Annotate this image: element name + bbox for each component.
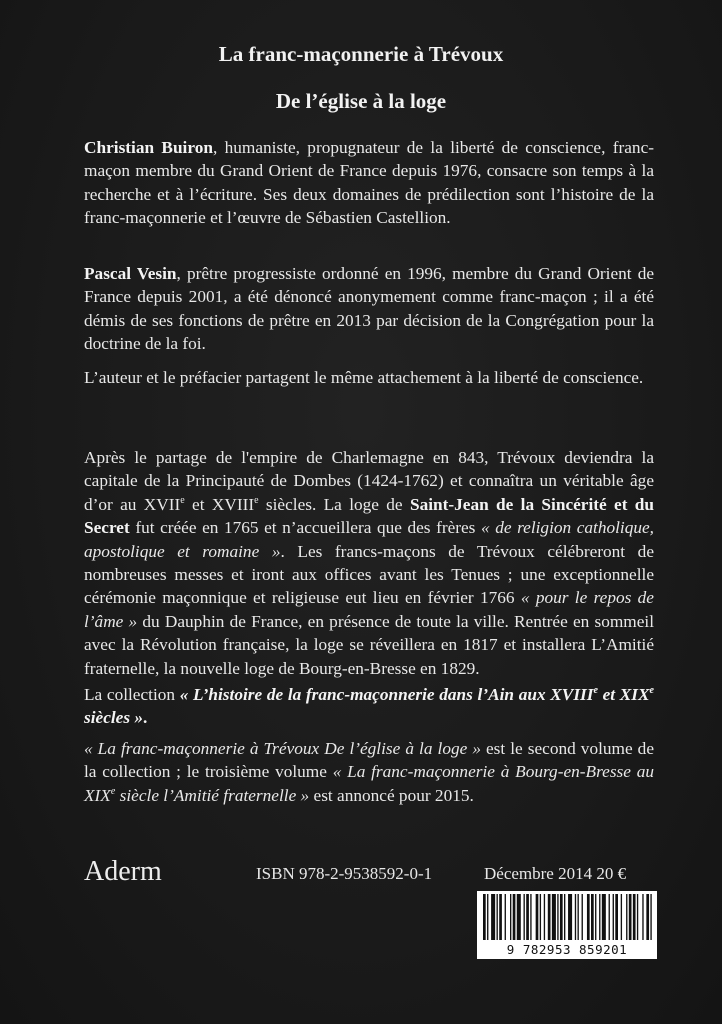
barcode-bar — [499, 894, 502, 940]
volume-title-current: « La franc-maçonnerie à Trévoux De l’église à la loge » — [84, 739, 481, 758]
collection-text-a: La collection — [84, 685, 180, 704]
barcode-bar — [560, 894, 563, 940]
superscript: e — [110, 786, 116, 798]
barcode-bar — [536, 894, 539, 940]
history-text-d: fut créée en 1765 et n’accueillera que des frères — [129, 518, 481, 538]
barcode-bar — [637, 894, 638, 940]
quote-repos: « pour le repos de l’âme » — [84, 588, 654, 631]
collection-period: . — [143, 708, 148, 728]
barcode-bars — [477, 891, 657, 943]
barcode-bar — [633, 894, 636, 940]
barcode-bar — [613, 894, 614, 940]
date-price: Décembre 2014 20 € — [484, 864, 627, 883]
barcode-bar — [497, 894, 498, 940]
superscript: e — [254, 495, 259, 507]
collection-title-c: siècles » — [84, 708, 144, 728]
superscript: e — [593, 685, 598, 697]
volume-title-next-a: « La franc-maçonnerie à Bourg-en-Bresse au XIX — [84, 762, 655, 805]
barcode-bar — [505, 894, 506, 940]
barcode-bar — [540, 894, 541, 940]
barcode-bar — [568, 894, 572, 940]
history-text-c: siècles. La loge de — [258, 494, 410, 514]
lodge-name: Saint-Jean de la Sincérité et du Secret — [84, 494, 655, 538]
isbn: ISBN 978-2-9538592-0-1 — [256, 864, 433, 883]
barcode-bar — [578, 894, 579, 940]
publisher-name: Aderm — [84, 856, 162, 887]
volumes-text-b: est le second volume de la collection ; le troisième volume — [84, 739, 654, 782]
history-text-e: . Les francs-maçons de Trévoux célébreront de nombreuses messes et iront aux offices avant les Tenues ; une exceptionnelle cérémonie maçonnique et religieuse eut lieu en février 1766 — [84, 541, 654, 608]
barcode-bar — [642, 894, 643, 940]
history-text-f: du Dauphin de France, en présence de toute la ville. Rentrée en sommeil avec la Révolution française, la loge se réveillera en 1817 et installera L’Amitié fraternelle, la nouvelle loge de Bourg-en-Bresse en 1829. — [84, 611, 654, 678]
barcode-bar — [591, 894, 594, 940]
volumes-text-e: est annoncé pour 2015. — [309, 785, 474, 805]
author-bio-paragraph — [84, 136, 654, 230]
superscript: e — [649, 685, 654, 697]
history-text-a: Après le partage de l'empire de Charlemagne en 843, Trévoux deviendra la capitale de la Principauté de Dombes (1424-1762) et connaîtra un véritable âge d’or au XVII — [84, 448, 654, 514]
barcode-bar — [626, 894, 627, 940]
prefacer-bio-paragraph — [84, 262, 654, 356]
barcode-bar — [548, 894, 551, 940]
barcode-bar — [587, 894, 590, 940]
barcode-bar — [513, 894, 516, 940]
collection-paragraph — [84, 683, 654, 730]
barcode-bar — [510, 894, 511, 940]
volumes-paragraph — [84, 737, 654, 807]
barcode-bar — [557, 894, 558, 940]
barcode-bar — [564, 894, 565, 940]
book-title: La franc-maçonnerie à Trévoux — [218, 42, 504, 66]
shared-attachment-text: L’auteur et le préfacier partagent le même attachement à la liberté de conscience. — [84, 368, 644, 387]
author-name: Christian Buiron — [84, 138, 213, 157]
barcode-bar — [524, 894, 525, 940]
barcode-bar — [575, 894, 576, 940]
barcode-bar — [609, 894, 610, 940]
barcode-bar — [544, 894, 545, 940]
shared-attachment-paragraph — [84, 366, 654, 389]
barcode-bar — [595, 894, 596, 940]
barcode-bar — [602, 894, 606, 940]
history-text-b: et XVIII — [184, 494, 255, 514]
barcode — [477, 891, 657, 959]
barcode-bar — [650, 894, 651, 940]
barcode-bar — [646, 894, 649, 940]
barcode-bar — [491, 894, 495, 940]
quote-religion: « de religion catholique, apostolique et romaine » — [84, 518, 654, 561]
barcode-bar — [615, 894, 618, 940]
barcode-bar — [487, 894, 488, 940]
barcode-bar — [517, 894, 521, 940]
book-subtitle: De l’église à la loge — [275, 89, 447, 113]
barcode-bar — [582, 894, 583, 940]
barcode-bar — [552, 894, 556, 940]
barcode-bar — [621, 894, 622, 940]
volume-title-next-b: siècle l’Amitié fraternelle » — [115, 785, 310, 805]
author-bio-text: , humaniste, propugnateur de la liberté de conscience, franc-maçon membre du Grand Orient de France depuis 1976, consacre son temps à la recherche et à l’écriture. Ses deux domaines de prédilection sont l’histoire de la franc-maçonnerie et l’œuvre de Sébastien Castellion. — [84, 138, 654, 228]
history-paragraph — [84, 446, 654, 680]
barcode-bar — [526, 894, 529, 940]
collection-title-b: et XIX — [597, 685, 650, 704]
collection-title-a: « L’histoire de la franc-maçonnerie dans l’Ain aux XVIII — [179, 685, 594, 704]
barcode-bar — [629, 894, 632, 940]
barcode-bar — [530, 894, 531, 940]
barcode-bar — [483, 894, 486, 940]
barcode-bar — [599, 894, 600, 940]
superscript: e — [180, 495, 185, 507]
prefacer-name: Pascal Vesin — [84, 264, 177, 283]
barcode-digits: 9 782953 859201 — [506, 942, 628, 957]
prefacer-bio-text: , prêtre progressiste ordonné en 1996, membre du Grand Orient de France depuis 2001, a été dénoncé anonymement comme franc-maçon ; il a été démis de ses fonctions de prêtre en 2013 par décision de la Congrégation pour la doctrine de la foi. — [84, 264, 655, 354]
